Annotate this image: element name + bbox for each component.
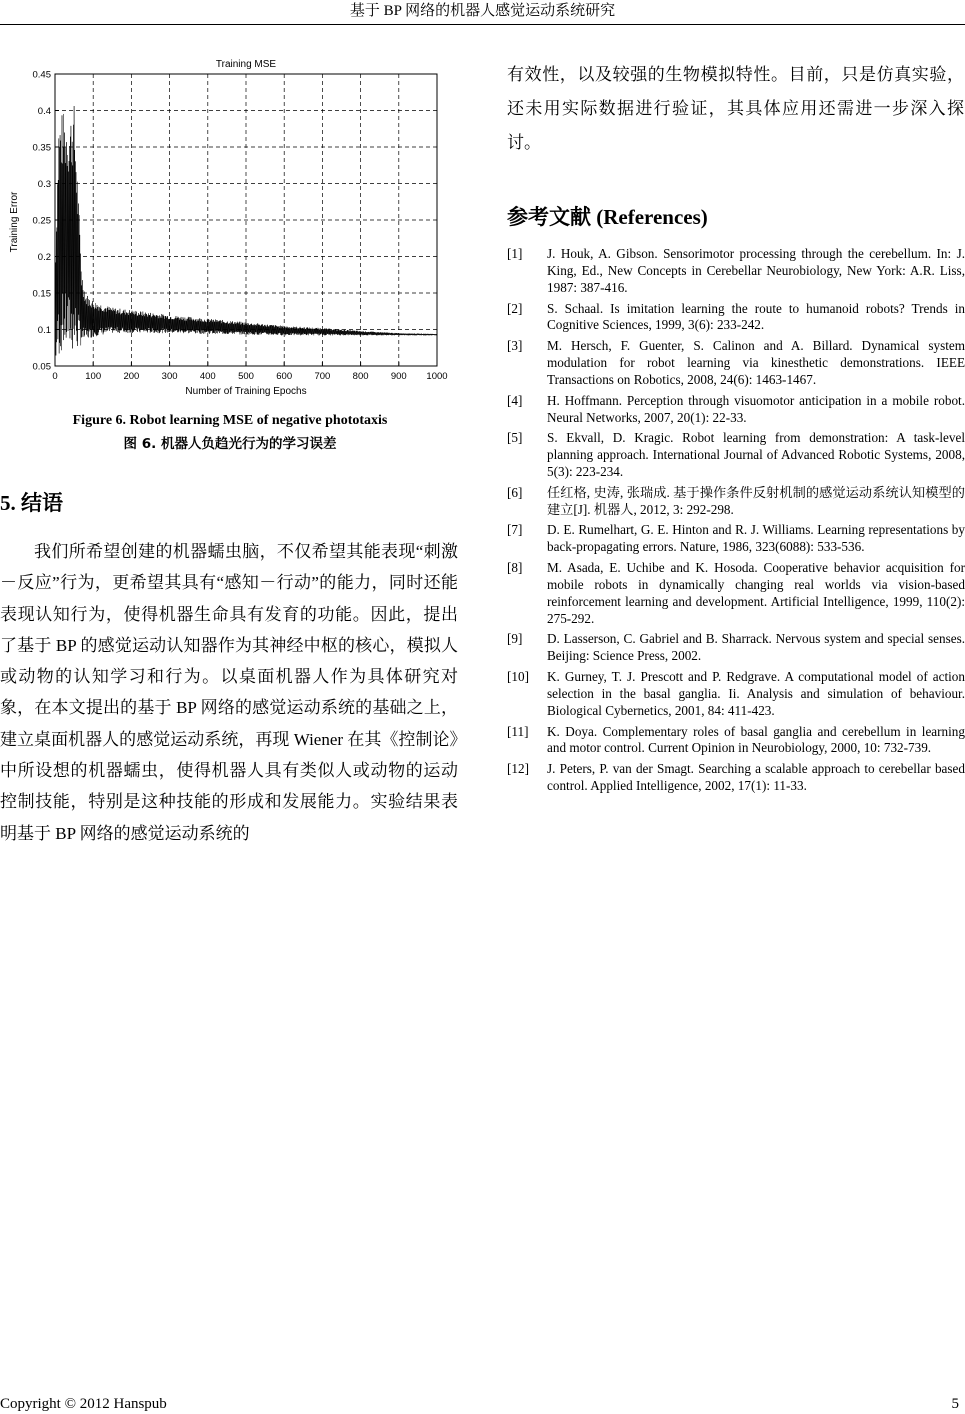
reference-item bbox=[507, 485, 965, 519]
mse-chart bbox=[8, 55, 458, 400]
reference-number: [2] bbox=[507, 300, 523, 316]
x-tick-label: 600 bbox=[276, 371, 293, 382]
y-tick-label: 0.3 bbox=[37, 179, 51, 190]
header-rule bbox=[0, 24, 965, 25]
reference-text: H. Hoffmann. Perception through visuomotor anticipation in a mobile robot. Neural Networks, 2007, 20(1): 22-33. bbox=[547, 392, 965, 425]
reference-text: S. Ekvall, D. Kragic. Robot learning from demonstration: A task-level planning approach. International Journal of Advanced Robotic Systems, 2008, 5(3): 223-234. bbox=[547, 430, 965, 480]
y-tick-label: 0.4 bbox=[37, 106, 51, 117]
y-tick-label: 0.15 bbox=[32, 288, 51, 300]
copyright: Copyright © 2012 Hanspub bbox=[0, 1396, 167, 1412]
y-tick-label: 0.05 bbox=[32, 361, 51, 373]
running-header: 基于 BP 网络的机器人感觉运动系统研究 bbox=[349, 3, 616, 19]
references-title: 参考文献 (References) bbox=[507, 205, 708, 229]
x-tick-label: 100 bbox=[85, 371, 102, 382]
reference-text: K. Gurney, T. J. Prescott and P. Redgrave. A computational model of action selection in the basal ganglia. Ii. Analysis and simulation of behaviour. Biological Cybernetics, 2001, 84: 411-423. bbox=[547, 669, 965, 718]
reference-number: [4] bbox=[507, 392, 523, 408]
reference-number: [1] bbox=[507, 246, 523, 261]
y-tick-label: 0.45 bbox=[32, 69, 51, 81]
reference-text: K. Doya. Complementary roles of basal ganglia and cerebellum in learning and motor control. Current Opinion in Neurobiology, 2000, 10: 732-739. bbox=[547, 723, 965, 756]
x-tick-label: 900 bbox=[390, 371, 407, 382]
x-axis-label: Number of Training Epochs bbox=[185, 386, 307, 397]
reference-list bbox=[507, 246, 965, 799]
x-tick-label: 300 bbox=[161, 371, 178, 382]
y-tick-label: 0.1 bbox=[37, 325, 51, 336]
reference-text: D. Lasserson, C. Gabriel and B. Sharrack. Nervous system and special senses. Beijing: Science Press, 2002. bbox=[547, 631, 965, 664]
reference-text: M. Hersch, F. Guenter, S. Calinon and A. Billard. Dynamical system modulation for robot learning via kinesthetic demonstrations. IEEE Transactions on Robotics, 2008, 24(6): 1463-1467. bbox=[547, 338, 965, 387]
reference-item bbox=[507, 301, 965, 335]
y-tick-label: 0.25 bbox=[32, 215, 51, 227]
x-tick-label: 800 bbox=[352, 371, 369, 382]
x-tick-label: 0 bbox=[52, 371, 58, 382]
y-axis-label: Training Error bbox=[9, 191, 20, 253]
reference-item bbox=[507, 724, 965, 758]
x-tick-label: 200 bbox=[123, 371, 140, 382]
y-tick-label: 0.35 bbox=[32, 142, 51, 154]
x-tick-label: 400 bbox=[199, 371, 216, 382]
reference-text: J. Peters, P. van der Smagt. Searching a scalable approach to cerebellar based control. Applied Intelligence, 2002, 17(1): 11-33. bbox=[547, 761, 965, 794]
reference-number: [5] bbox=[507, 430, 523, 446]
reference-item bbox=[507, 246, 965, 297]
section-paragraph: 我们所希望创建的机器蠕虫脑，不仅希望其能表现“刺激－反应”行为，更希望其具有“感知－行动”的能力，同时还能表现认知行为，使得机器生命具有发育的功能。因此，提出了基于 BP 的感觉运动认知器作为其神经中枢的核心，模拟人或动物的认知学习和行为。以桌面机器人作为具体研究对象，在本文提出的基于 BP 网络的感觉运动系统的基础之上，建立桌面机器人的感觉运动系统，再现 Wiener 在其《控制论》中所设想的机器蠕虫，使得机器人具有类似人或动物的运动控制技能，特别是这种技能的形成和发展能力。实验结果表明基于 BP 网络的感觉运动系统的 bbox=[0, 542, 458, 843]
reference-number: [7] bbox=[507, 522, 523, 538]
reference-item bbox=[507, 522, 965, 556]
reference-number: [12] bbox=[507, 761, 529, 777]
y-tick-label: 0.2 bbox=[37, 252, 51, 263]
reference-item bbox=[507, 631, 965, 665]
reference-item bbox=[507, 338, 965, 389]
reference-text: D. E. Rumelhart, G. E. Hinton and R. J. Williams. Learning representations by back-propagating errors. Nature, 1986, 323(6088): 533-536. bbox=[547, 522, 965, 555]
reference-number: [3] bbox=[507, 338, 523, 354]
figure-caption-cn: 图 6. 机器人负趋光行为的学习误差 bbox=[123, 436, 337, 452]
reference-item bbox=[507, 393, 965, 427]
section-title: 5. 结语 bbox=[0, 491, 63, 515]
figure-6 bbox=[8, 55, 458, 400]
x-tick-label: 500 bbox=[238, 371, 254, 382]
reference-number: [6] bbox=[507, 484, 523, 500]
reference-item bbox=[507, 430, 965, 481]
continued-paragraph: 有效性，以及较强的生物模拟特性。目前，只是仿真实验，还未用实际数据进行验证，其具体应用还需进一步深入探讨。 bbox=[507, 65, 964, 152]
reference-number: [10] bbox=[507, 669, 529, 685]
page-number: 5 bbox=[951, 1396, 959, 1412]
reference-item bbox=[507, 761, 965, 795]
reference-item bbox=[507, 560, 965, 628]
reference-text: M. Asada, E. Uchibe and K. Hosoda. Cooperative behavior acquisition for mobile robots in dynamically changing real worlds via vision-based reinforcement learning and development. Artificial Intelligence, 1999, 110(2): 275-292. bbox=[547, 559, 965, 626]
x-tick-label: 1000 bbox=[426, 371, 448, 382]
x-tick-label: 700 bbox=[314, 371, 331, 382]
reference-text: S. Schaal. Is imitation learning the route to humanoid robots? Trends in Cognitive Sciences, 1999, 3(6): 233-242. bbox=[547, 300, 965, 333]
reference-text: 任红格, 史涛, 张瑞成. 基于操作条件反射机制的感觉运动系统认知模型的建立[J]. 机器人, 2012, 3: 292-298. bbox=[547, 484, 965, 517]
chart-title: Training MSE bbox=[215, 59, 277, 70]
reference-number: [11] bbox=[507, 723, 529, 739]
reference-text: J. Houk, A. Gibson. Sensorimotor processing through the cerebellum. In: J. King, Ed., New Concepts in Cerebellar Neurobiology, New York: A.R. Liss, 1987: 387-416. bbox=[547, 246, 965, 295]
reference-number: [9] bbox=[507, 631, 523, 647]
reference-number: [8] bbox=[507, 559, 523, 575]
reference-item bbox=[507, 669, 965, 720]
figure-caption-en: Figure 6. Robot learning MSE of negative phototaxis bbox=[72, 413, 388, 428]
